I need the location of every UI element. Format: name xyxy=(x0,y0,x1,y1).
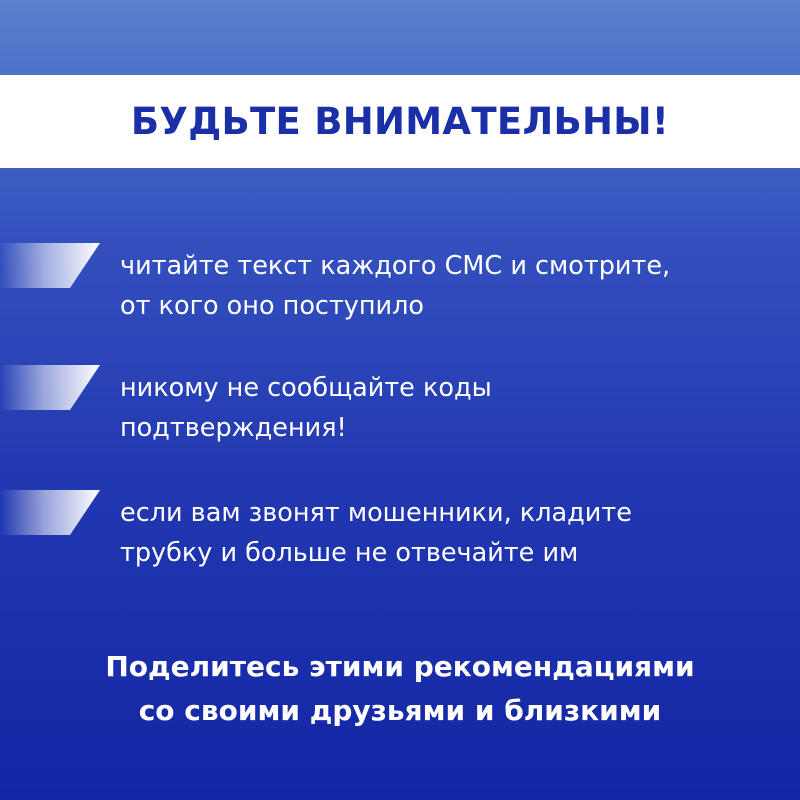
slanted-gradient-bar-icon xyxy=(0,490,100,535)
footer-line: Поделитесь этими рекомендациями xyxy=(105,650,695,683)
tip-item xyxy=(0,490,800,580)
tip-text-line: от кого оно поступило xyxy=(120,291,425,321)
tip-text xyxy=(120,246,760,326)
tip-text-line: трубку и больше не отвечайте им xyxy=(120,538,579,568)
share-call-to-action xyxy=(0,645,800,733)
tip-text xyxy=(120,368,760,448)
header-banner xyxy=(0,75,800,168)
page-title: БУДЬТЕ ВНИМАТЕЛЬНЫ! xyxy=(130,100,670,143)
tip-item xyxy=(0,365,800,455)
tip-text-line: никому не сообщайте коды xyxy=(120,373,492,403)
tip-text-line: читайте текст каждого СМС и смотрите, xyxy=(120,251,671,281)
footer-line: со своими друзьями и близкими xyxy=(138,694,662,727)
tip-text-line: если вам звонят мошенники, кладите xyxy=(120,498,632,528)
slanted-gradient-bar-icon xyxy=(0,365,100,410)
tip-text-line: подтверждения! xyxy=(120,413,347,443)
slanted-gradient-bar-icon xyxy=(0,243,100,288)
tip-item xyxy=(0,243,800,333)
tip-text xyxy=(120,493,760,573)
